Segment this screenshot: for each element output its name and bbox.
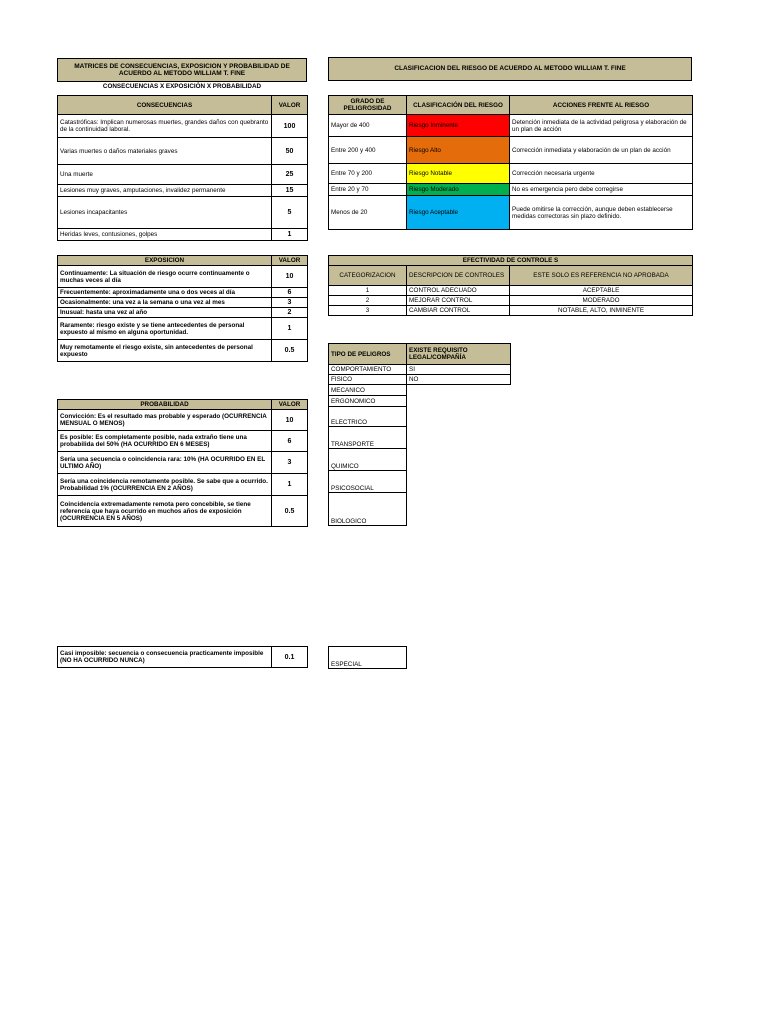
peligro-tipo: COMPORTAMIENTO bbox=[329, 365, 407, 375]
table-value: 25 bbox=[272, 165, 308, 185]
accion-cell: Corrección inmediata y elaboración de un plan de acción bbox=[510, 137, 693, 164]
peligro-tipo: BIOLOGICO bbox=[329, 493, 407, 526]
main-title bbox=[57, 58, 307, 82]
table-value: 10 bbox=[272, 266, 308, 288]
consecuencias-header: CONSECUENCIAS bbox=[58, 96, 272, 115]
table-value: 6 bbox=[272, 288, 308, 298]
clase-cell: Riesgo Moderado bbox=[407, 184, 510, 196]
table-row: Lesiones muy graves, amputaciones, invalidez permanente bbox=[58, 185, 272, 197]
table-row: Inusual: hasta una vez al año bbox=[58, 308, 272, 318]
peligro-req bbox=[407, 493, 511, 526]
peligros-table bbox=[328, 343, 511, 526]
col-ref-header: ESTE SOLO ES REFERENCIA NO APROBADA bbox=[510, 266, 693, 286]
ref-cell: NOTABLE, ALTO, INMINENTE bbox=[510, 306, 693, 316]
subtitle: CONSECUENCIAS X EXPOSICIÓN X PROBABILIDAD bbox=[102, 83, 262, 90]
clase-cell: Riesgo Inminente bbox=[407, 115, 510, 137]
table-row: Raramente: riesgo existe y se tiene antecedentes de personal expuesto al mismo en alguna oportunidad. bbox=[58, 318, 272, 340]
table-value: 100 bbox=[272, 115, 308, 138]
peligro-tipo: MECANICO bbox=[329, 385, 407, 396]
table-value: 50 bbox=[272, 138, 308, 165]
probabilidad-table bbox=[57, 399, 308, 527]
col-grado-header: GRADO DE PELIGROSIDAD bbox=[329, 96, 407, 115]
efectividad-table bbox=[328, 255, 693, 316]
table-row: Casi imposible: secuencia o consecuencia practicamente imposible (NO HA OCURRIDO NUNCA) bbox=[58, 647, 272, 668]
accion-cell: Puede omitirse la corrección, aunque deben establecerse medidas correctoras sin plazo definido. bbox=[510, 196, 693, 230]
table-value: 10 bbox=[272, 410, 308, 431]
peligro-tipo: TRANSPORTE bbox=[329, 427, 407, 449]
table-row: Coincidencia extremadamente remota pero concebible, se tiene referencia que haya ocurrido en muchos años de exposición (OCURRENCIA EN 5 AÑOS) bbox=[58, 496, 272, 527]
peligro-req bbox=[407, 471, 511, 493]
peligro-especial: ESPECIAL bbox=[329, 647, 407, 669]
clase-cell: Riesgo Alto bbox=[407, 137, 510, 164]
table-row: Varias muertes o daños materiales graves bbox=[58, 138, 272, 165]
grado-cell: Entre 70 y 200 bbox=[329, 164, 407, 184]
probabilidad-header: PROBABILIDAD bbox=[58, 400, 272, 410]
peligro-req bbox=[407, 449, 511, 471]
table-row: Sería una coincidencia remotamente posible. Se sabe que a ocurrido. Probabilidad 1% (OCURRENCIA EN 2 AÑOS) bbox=[58, 474, 272, 496]
especial-table bbox=[328, 646, 407, 669]
grado-cell: Mayor de 400 bbox=[329, 115, 407, 137]
col-desc-header: DESCRIPCION DE CONTROLES bbox=[407, 266, 510, 286]
cat-cell: 3 bbox=[329, 306, 407, 316]
table-value: 2 bbox=[272, 308, 308, 318]
clasificacion-table bbox=[328, 95, 693, 230]
peligro-tipo: FISICO bbox=[329, 375, 407, 385]
table-value: 1 bbox=[272, 474, 308, 496]
accion-cell: No es emergencia pero debe corregirse bbox=[510, 184, 693, 196]
right-title-text: CLASIFICACION DEL RIESGO DE ACUERDO AL METODO WILLIAM T. FINE bbox=[394, 65, 626, 73]
peligro-req bbox=[407, 427, 511, 449]
table-value: 0.5 bbox=[272, 340, 308, 362]
main-title-text: MATRICES DE CONSECUENCIAS, EXPOSICION Y PROBABILIDAD DE ACUERDO AL METODO WILLIAM T. FINE bbox=[74, 62, 290, 77]
col-req-header: EXISTE REQUISITO LEGAL/COMPAÑÍA bbox=[407, 344, 511, 365]
table-value: 5 bbox=[272, 197, 308, 229]
peligro-tipo: ELECTRICO bbox=[329, 407, 407, 427]
ref-cell: MODERADO bbox=[510, 296, 693, 306]
col-tipo-header: TIPO DE PELIGROS bbox=[329, 344, 407, 365]
peligro-req bbox=[407, 385, 511, 396]
table-row: Sería una secuencia o coincidencia rara: 10% (HA OCURRIDO EN EL ULTIMO AÑO) bbox=[58, 452, 272, 474]
cat-cell: 2 bbox=[329, 296, 407, 306]
accion-cell: Detención inmediata de la actividad peligrosa y elaboración de un plan de acción bbox=[510, 115, 693, 137]
table-row: Heridas leves, contusiones, golpes bbox=[58, 229, 272, 241]
consecuencias-table bbox=[57, 95, 308, 241]
peligro-tipo: QUIMICO bbox=[329, 449, 407, 471]
table-row: Ocasionalmente: una vez a la semana o una vez al mes bbox=[58, 298, 272, 308]
table-value: 15 bbox=[272, 185, 308, 197]
table-row: Lesiones incapacitantes bbox=[58, 197, 272, 229]
table-value: 1 bbox=[272, 318, 308, 340]
accion-cell: Corrección necesaria urgente bbox=[510, 164, 693, 184]
table-row: Frecuentemente: aproximadamente una o dos veces al día bbox=[58, 288, 272, 298]
table-row: Una muerte bbox=[58, 165, 272, 185]
table-row: Es posible: Es completamente posible, nada extraño tiene una probabilida del 50% (HA OCURRIDO EN 6 MESES) bbox=[58, 431, 272, 452]
ref-cell: ACEPTABLE bbox=[510, 286, 693, 296]
cat-cell: 1 bbox=[329, 286, 407, 296]
peligro-tipo: ERGONOMICO bbox=[329, 396, 407, 407]
table-value: 1 bbox=[272, 229, 308, 241]
table-row: Convicción: Es el resultado mas probable y esperado (OCURRENCIA MENSUAL O MENOS) bbox=[58, 410, 272, 431]
desc-cell: MEJORAR CONTROL bbox=[407, 296, 510, 306]
peligro-req bbox=[407, 396, 511, 407]
probabilidad-valor-header: VALOR bbox=[272, 400, 308, 410]
col-clase-header: CLASIFICACIÓN DEL RIESGO bbox=[407, 96, 510, 115]
exposicion-valor-header: VALOR bbox=[272, 256, 308, 266]
table-value: 0.1 bbox=[272, 647, 308, 668]
peligro-req bbox=[407, 407, 511, 427]
consecuencias-valor-header: VALOR bbox=[272, 96, 308, 115]
efectividad-title: EFECTIVIDAD DE CONTROLE S bbox=[329, 256, 693, 266]
exposicion-table bbox=[57, 255, 308, 362]
table-row: Muy remotamente el riesgo existe, sin antecedentes de personal expuesto bbox=[58, 340, 272, 362]
peligro-tipo: PSICOSOCIAL bbox=[329, 471, 407, 493]
table-row: Continuamente: La situación de riesgo ocurre continuamente o muchas veces al día bbox=[58, 266, 272, 288]
table-value: 6 bbox=[272, 431, 308, 452]
desc-cell: CAMBIAR CONTROL bbox=[407, 306, 510, 316]
table-value: 3 bbox=[272, 452, 308, 474]
clase-cell: Riesgo Aceptable bbox=[407, 196, 510, 230]
grado-cell: Entre 20 y 70 bbox=[329, 184, 407, 196]
grado-cell: Entre 200 y 400 bbox=[329, 137, 407, 164]
grado-cell: Menos de 20 bbox=[329, 196, 407, 230]
table-value: 3 bbox=[272, 298, 308, 308]
col-accion-header: ACCIONES FRENTE AL RIESGO bbox=[510, 96, 693, 115]
peligro-req: SI bbox=[407, 365, 511, 375]
exposicion-header: EXPOSICION bbox=[58, 256, 272, 266]
col-cat-header: CATEGORIZACION bbox=[329, 266, 407, 286]
probabilidad-last-table bbox=[57, 646, 308, 668]
desc-cell: CONTROL ADECUADO bbox=[407, 286, 510, 296]
table-value: 0.5 bbox=[272, 496, 308, 527]
peligro-req: NO bbox=[407, 375, 511, 385]
right-title bbox=[328, 57, 692, 81]
clase-cell: Riesgo Notable bbox=[407, 164, 510, 184]
table-row: Catastróficas: Implican numerosas muertes, grandes daños con quebranto de la continuidad laboral. bbox=[58, 115, 272, 138]
